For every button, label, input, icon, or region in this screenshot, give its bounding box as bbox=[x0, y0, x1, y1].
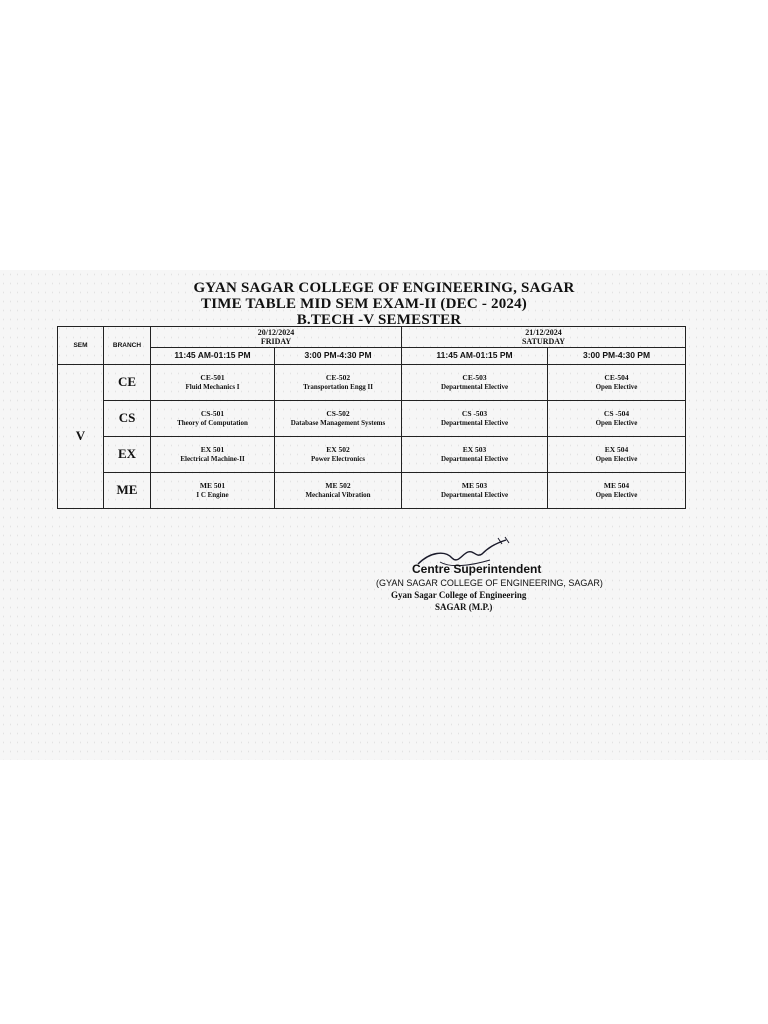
slot-header: 3:00 PM-4:30 PM bbox=[275, 348, 402, 365]
exam-title: TIME TABLE MID SEM EXAM-II (DEC - 2024) bbox=[200, 296, 527, 312]
subject-name: Departmental Elective bbox=[440, 454, 509, 463]
subject-code: EX 501 bbox=[200, 445, 225, 455]
subject-code: ME 503 bbox=[461, 481, 488, 491]
exam-cell bbox=[151, 437, 275, 473]
exam-cell bbox=[275, 437, 402, 473]
subject-code: EX 503 bbox=[462, 445, 487, 455]
college-title: GYAN SAGAR COLLEGE OF ENGINEERING, SAGAR bbox=[193, 280, 575, 296]
header-row-slots bbox=[58, 348, 686, 365]
exam-cell bbox=[151, 365, 275, 401]
subject-code: CS -504 bbox=[603, 409, 630, 419]
subject-name: Transportation Engg II bbox=[303, 382, 373, 391]
subject-name: Open Elective bbox=[595, 490, 638, 499]
subject-name: Open Elective bbox=[595, 454, 638, 463]
signature-title: Centre Superintendent bbox=[412, 562, 542, 576]
day-label: SATURDAY bbox=[521, 337, 566, 346]
branch-cell: CE bbox=[104, 365, 151, 401]
subject-code: CS-501 bbox=[200, 409, 225, 419]
slot-header: 3:00 PM-4:30 PM bbox=[548, 348, 686, 365]
subject-code: CE-504 bbox=[604, 373, 629, 383]
day-header-saturday bbox=[402, 327, 686, 348]
exam-cell bbox=[548, 437, 686, 473]
branch-cell: EX bbox=[104, 437, 151, 473]
subject-name: Departmental Elective bbox=[440, 490, 509, 499]
subject-code: EX 502 bbox=[326, 445, 350, 455]
day-header-friday bbox=[151, 327, 402, 348]
stamp-line-2: SAGAR (M.P.) bbox=[435, 602, 493, 612]
table-row-cs bbox=[58, 401, 686, 437]
subject-code: CE-502 bbox=[325, 373, 351, 383]
exam-cell bbox=[275, 365, 402, 401]
exam-cell bbox=[548, 473, 686, 509]
subject-name: Open Elective bbox=[595, 418, 638, 427]
subject-code: EX 504 bbox=[604, 445, 629, 455]
subject-name: Departmental Elective bbox=[440, 418, 509, 427]
date-label: 20/12/2024 bbox=[257, 327, 295, 337]
subject-name: Fluid Mechanics I bbox=[185, 382, 240, 391]
subject-name: I C Engine bbox=[196, 490, 229, 499]
table-row-ex bbox=[58, 437, 686, 473]
timetable bbox=[57, 326, 686, 509]
program-title: B.TECH -V SEMESTER bbox=[296, 312, 462, 328]
subject-code: CS-502 bbox=[326, 409, 350, 419]
exam-cell bbox=[275, 401, 402, 437]
slot-header: 11:45 AM-01:15 PM bbox=[151, 348, 275, 365]
table-row-me bbox=[58, 473, 686, 509]
subject-code: CE-503 bbox=[462, 373, 487, 383]
subject-name: Electrical Machine-II bbox=[180, 454, 245, 463]
exam-cell bbox=[402, 365, 548, 401]
subject-name: Open Elective bbox=[595, 382, 638, 391]
day-label: FRIDAY bbox=[260, 337, 292, 346]
subject-name: Database Management Systems bbox=[290, 418, 386, 427]
subject-code: ME 504 bbox=[603, 481, 630, 491]
branch-cell: CS bbox=[104, 401, 151, 437]
sem-value: V bbox=[58, 365, 104, 509]
exam-cell bbox=[402, 473, 548, 509]
branch-header: BRANCH bbox=[104, 327, 151, 365]
subject-name: Theory of Computation bbox=[177, 418, 248, 427]
date-label: 21/12/2024 bbox=[525, 327, 562, 337]
stamp-line-1: Gyan Sagar College of Engineering bbox=[391, 590, 527, 600]
subject-name: Mechanical Vibration bbox=[305, 490, 371, 499]
exam-cell bbox=[275, 473, 402, 509]
slot-header: 11:45 AM-01:15 PM bbox=[402, 348, 548, 365]
header-row-dates bbox=[58, 327, 686, 348]
subject-code: ME 501 bbox=[199, 481, 226, 491]
exam-cell bbox=[548, 365, 686, 401]
exam-cell bbox=[548, 401, 686, 437]
exam-cell bbox=[151, 401, 275, 437]
sem-header: SEM bbox=[58, 327, 104, 365]
subject-code: CE-501 bbox=[200, 373, 225, 383]
subject-name: Departmental Elective bbox=[440, 382, 509, 391]
subject-code: CS -503 bbox=[461, 409, 488, 419]
exam-cell bbox=[402, 401, 548, 437]
branch-cell: ME bbox=[104, 473, 151, 509]
exam-cell bbox=[402, 437, 548, 473]
table-row-ce bbox=[58, 365, 686, 401]
signature-typed-name: (GYAN SAGAR COLLEGE OF ENGINEERING, SAGAR) bbox=[376, 578, 603, 588]
subject-code: ME 502 bbox=[325, 481, 351, 491]
exam-cell bbox=[151, 473, 275, 509]
subject-name: Power Electronics bbox=[311, 454, 365, 463]
